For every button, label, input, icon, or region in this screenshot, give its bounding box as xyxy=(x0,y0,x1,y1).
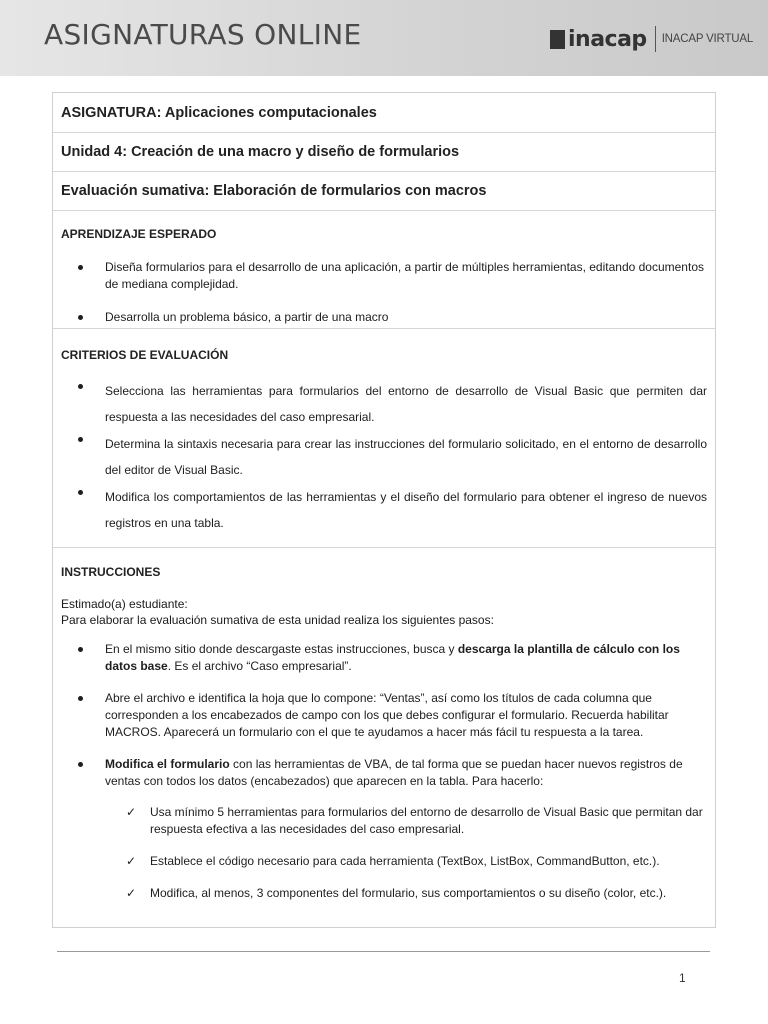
evaluacion-heading: Evaluación sumativa: Elaboración de formularios con macros xyxy=(61,183,487,199)
instrucciones-section xyxy=(53,548,715,902)
evaluacion-row xyxy=(53,172,715,211)
sub-step-text: Usa mínimo 5 herramientas para formularios del entorno de desarrollo de Visual Basic que permitan dar respuesta efectiva a las necesidades del caso empresarial. xyxy=(150,805,703,836)
list-item: Selecciona las herramientas para formularios del entorno de desarrollo de Visual Basic que permiten dar respuesta a las necesidades del caso empresarial. xyxy=(105,378,707,430)
assignment-table xyxy=(52,92,716,928)
list-item xyxy=(105,756,707,790)
criterios-section xyxy=(53,329,715,548)
step1-text: En el mismo sitio donde descargaste estas instrucciones, busca y xyxy=(105,642,458,656)
aprendizaje-list xyxy=(61,259,707,326)
list-item: Desarrolla un problema básico, a partir de una macro xyxy=(105,309,707,326)
asignatura-heading: ASIGNATURA: Aplicaciones computacionales xyxy=(61,104,377,121)
instrucciones-label: INSTRUCCIONES xyxy=(61,565,161,579)
list-item: Modifica los comportamientos de las herramientas y el diseño del formulario para obtener el ingreso de nuevos registros en una tabla. xyxy=(105,484,707,536)
step3-bold: Modifica el formulario xyxy=(105,757,230,771)
list-item: Diseña formularios para el desarrollo de una aplicación, a partir de múltiples herramientas, editando documentos de mediana complejidad. xyxy=(105,259,707,293)
unidad-row xyxy=(53,133,715,172)
list-item: Determina la sintaxis necesaria para crear las instrucciones del formulario solicitado, en el entorno de desarrollo del editor de Visual Basic. xyxy=(105,431,707,483)
step1-end: . Es el archivo “Caso empresarial”. xyxy=(167,659,352,673)
list-item xyxy=(126,885,707,902)
unidad-heading: Unidad 4: Creación de una macro y diseño de formularios xyxy=(61,144,460,160)
sub-step-text: Modifica, al menos, 3 componentes del formulario, sus comportamientos o su diseño (color, etc.). xyxy=(150,886,667,900)
logo-name: inacap xyxy=(568,26,647,52)
step3-text: con las herramientas de VBA, de tal forma que se puedan hacer nuevos registros de ventas con todos los datos (encabezados) que aparecen en la tabla. Para hacerlo: xyxy=(105,757,683,788)
check-icon: ✓ xyxy=(126,886,137,900)
banner-title: ASIGNATURAS ONLINE xyxy=(44,18,362,51)
sub-step-text: Establece el código necesario para cada herramienta (TextBox, ListBox, CommandButton, etc.). xyxy=(150,854,660,868)
page-number: 1 xyxy=(679,971,686,985)
instrucciones-list xyxy=(61,641,707,790)
sub-steps-list xyxy=(61,804,707,902)
asignatura-row xyxy=(53,93,715,133)
logo-divider xyxy=(655,26,656,52)
list-item xyxy=(126,853,707,870)
logo-subtitle: INACAP VIRTUAL xyxy=(661,33,754,45)
criterios-label: CRITERIOS DE EVALUACIÓN xyxy=(61,348,229,362)
criterios-list xyxy=(61,378,707,536)
list-item xyxy=(126,804,707,838)
list-item xyxy=(105,641,707,675)
list-item: Abre el archivo e identifica la hoja que lo compone: “Ventas”, así como los títulos de cada columna que corresponden a los encabezados de campo con los que debes configurar el formulario. Recuerda habilitar MACROS. Aparecerá un formulario con el que te ayudamos a hacer más fácil tu respuesta a la tarea. xyxy=(105,690,707,741)
step1-bold: descarga la plantilla de cálculo con los datos base xyxy=(105,642,680,673)
aprendizaje-label: APRENDIZAJE ESPERADO xyxy=(61,227,217,241)
greeting-text: Estimado(a) estudiante: xyxy=(61,597,188,611)
footer-divider xyxy=(57,951,710,952)
header-banner xyxy=(0,0,768,76)
aprendizaje-section xyxy=(53,211,715,329)
logo-mark-icon xyxy=(550,30,565,49)
inacap-logo xyxy=(550,26,753,52)
check-icon: ✓ xyxy=(126,805,137,819)
intro-text: Para elaborar la evaluación sumativa de esta unidad realiza los siguientes pasos: xyxy=(61,613,494,627)
check-icon: ✓ xyxy=(126,854,137,868)
